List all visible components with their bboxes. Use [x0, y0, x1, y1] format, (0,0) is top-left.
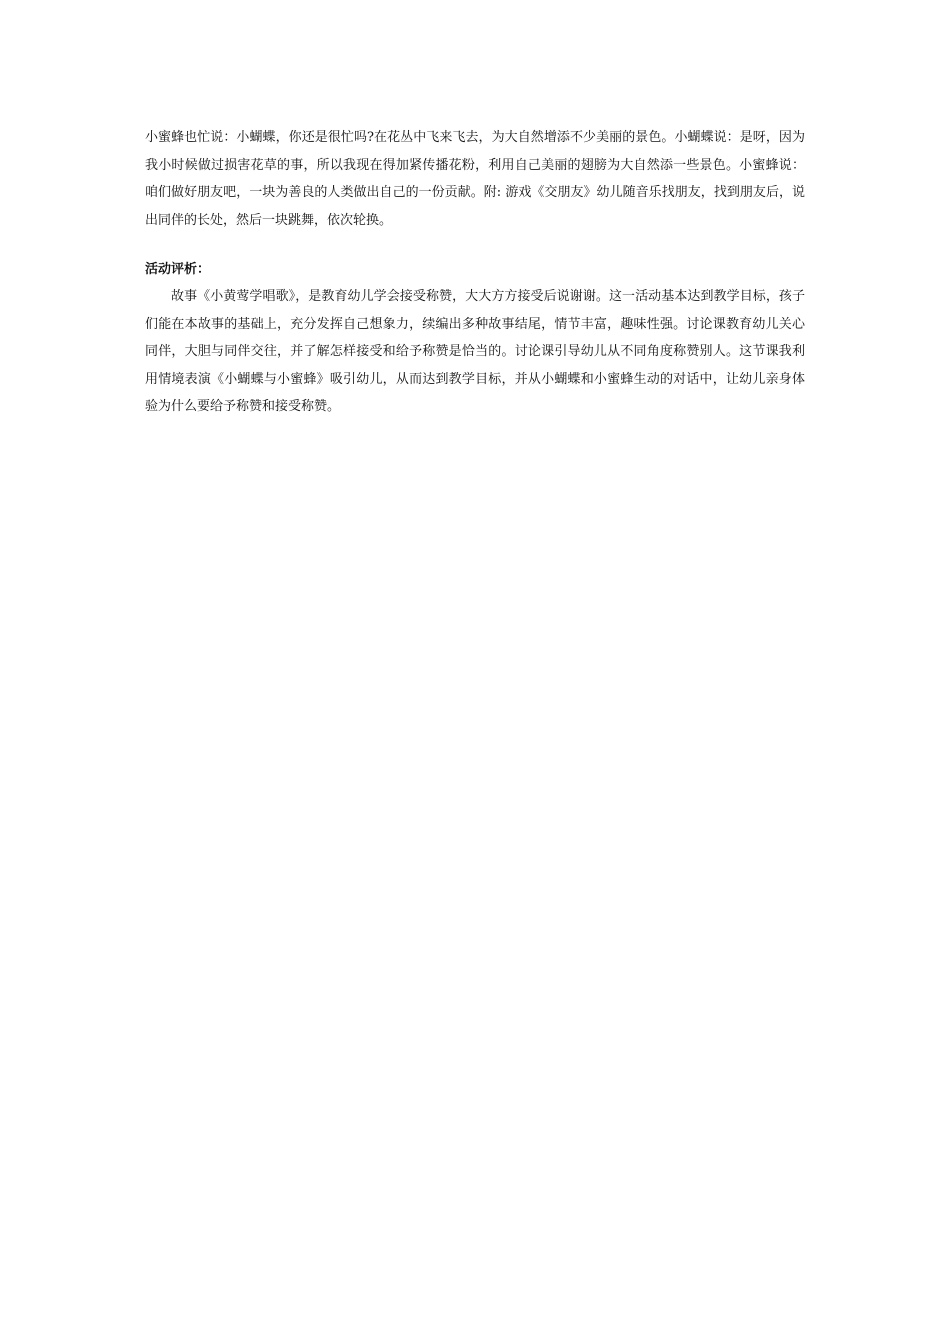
- evaluation-paragraph: 故事《小黄莺学唱歌》，是教育幼儿学会接受称赞，大大方方接受后说谢谢。这一活动基本达到教学目标，孩子们能在本故事的基础上，充分发挥自己想象力，续编出多种故事结尾，情节丰富，趣味性强。讨论课教育幼儿关心同伴，大胆与同伴交往，并了解怎样接受和给予称赞是恰当的。讨论课引导幼儿从不同角度称赞别人。这节课我利用情境表演《小蝴蝶与小蜜蜂》吸引幼儿，从而达到教学目标，并从小蝴蝶和小蜜蜂生动的对话中，让幼儿亲身体验为什么要给予称赞和接受称赞。: [145, 289, 805, 414]
- story-paragraph: 小蜜蜂也忙说：小蝴蝶，你还是很忙吗?在花丛中飞来飞去，为大自然增添不少美丽的景色。小蝴蝶说：是呀，因为我小时候做过损害花草的事，所以我现在得加紧传播花粉，利用自己美丽的翅膀为大自然添一些景色。小蜜蜂说： 咱们做好朋友吧，一块为善良的人类做出自己的一份贡献。附: 游戏《交朋友》幼儿随音乐找朋友，找到朋友后，说出同伴的长处，然后一块跳舞，依次轮换。: [145, 130, 805, 228]
- document-body: [145, 124, 805, 421]
- section-heading: 活动评析：: [145, 262, 211, 277]
